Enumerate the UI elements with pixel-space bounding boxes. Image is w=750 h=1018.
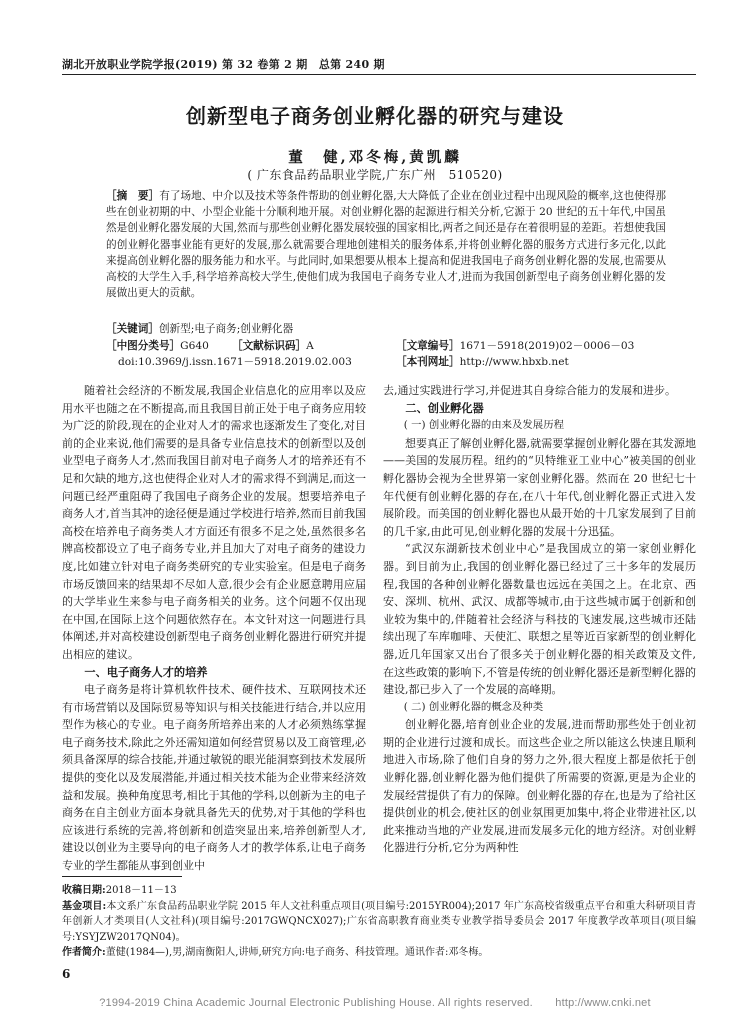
url-row xyxy=(396,354,569,369)
abstract-text: 有了场地、中介以及技术等条件帮助的创业孵化器,大大降低了企业在创业过程中出现风险的概率,这也使得那些在创业初期的中、小型企业能十分顺利地开展。对创业孵化器的起源进行相关分析,它源于 20 世纪的五十年代,中国虽然是创业孵化器发展的大国,然而与那些创业孵化器发展较强的国家相比,两者之间还是存在着很明显的差距。若想使我国的创业孵化器事业能有更好的发展,那么就需要合理地创建相关的服务体系,并将创业孵化器的服务方式进行多元化,以此来提高创业孵化器的服务能力和水平。与此同时,如果想要从根本上提高和促进我国电子商务创业孵化器的发展,也需要从高校的大学生入手,科学培养高校大学生,使他们成为我国电子商务专业人才,进而为我国创新型电子商务创业孵化器的发展做出更大的贡献。 xyxy=(106,190,667,300)
journal-url[interactable]: http://www.hbxb.net xyxy=(459,356,569,368)
clc-value: G640 xyxy=(180,340,209,352)
header-rule xyxy=(62,74,696,75)
footnotes xyxy=(62,883,696,961)
clc-label: ［中图分类号］ xyxy=(106,340,181,352)
doi: doi:10.3969/j.issn.1671－5918.2019.02.003 xyxy=(118,356,352,368)
paragraph: 电子商务是将计算机软件技术、硬件技术、互联网技术还有市场营销以及国际贸易等知识与相关技能进行结合,并以应用型作为核心的专业。电子商务所培养出来的人才必须熟练掌握电子商务技术,除此之外还需知道如何经营贸易以及工商管理,必须具备深厚的综合技能,并通过敏锐的眼光能洞察到技术发展所提供的变化以及发展潜能,并通过相关技术能为企业带来经济效益和发展。换种角度思考,相比于其他的学科,以创新为主的电子商务在自主创业方面本身就具备先天的优势,对于其他的学科也应该进行系统的完善,将创新和创造突显出来,培养创新型人才,建设以创业为主要导向的电子商务人才的教学体系,让电子商务专业的学生都能从事到创业中 xyxy=(62,683,366,873)
copyright-line: ?1994-2019 China Academic Journal Electronic Publishing House. All rights reserved. http://www.cnki.net xyxy=(99,997,651,1009)
author-bio xyxy=(62,945,696,961)
fund-label: 基金项目: xyxy=(62,900,107,912)
doc-code-label: ［文献标识码］ xyxy=(232,340,307,352)
abstract xyxy=(106,188,666,301)
received-value: 2018－11－13 xyxy=(105,885,177,896)
received-date xyxy=(62,883,696,899)
body-column-left xyxy=(62,382,366,875)
article-no-label: ［文章编号］ xyxy=(396,340,460,352)
author-value: 董健(1984—),男,湖南衡阳人,讲师,研究方向:电子商务、科技管理。通讯作者:邓冬梅。 xyxy=(105,947,489,958)
keywords-text: 创新型;电子商务;创业孵化器 xyxy=(158,323,294,335)
paragraph: 想要真正了解创业孵化器,就需要掌握创业孵化器在其发源地——美国的发展历程。纽约的“贝特维亚工业中心”被美国的创业孵化器协会视为全世界第一家创业孵化器。然而在 20 世纪七十年代便有创业孵化器的存在,在八十年代,创业孵化器正式进入发展阶段。而美国的创业孵化器也从最开始的十几家发展到了目前的几千家,由此可见,创业孵化器的发展十分迅猛。 xyxy=(383,436,696,538)
clc-row xyxy=(106,338,209,353)
author-label: 作者简介: xyxy=(62,947,106,958)
paragraph: 去,通过实践进行学习,并促进其自身综合能力的发展和进步。 xyxy=(383,384,676,397)
abstract-label: ［摘 要］ xyxy=(106,190,160,202)
fund-info xyxy=(62,899,696,946)
article-title: 创新型电子商务创业孵化器的研究与建设 xyxy=(186,104,564,128)
journal-header: 湖北开放职业学院学报(2019) 第 32 卷第 2 期 总第 240 期 xyxy=(62,58,385,71)
section-heading: 一、电子商务人才的培养 xyxy=(84,664,208,679)
article-no-value: 1671－5918(2019)02－0006－03 xyxy=(459,340,635,352)
body-column-right xyxy=(383,382,696,857)
subsection-heading: ( 二) 创业孵化器的概念及种类 xyxy=(403,700,544,713)
paragraph: “武汉东湖新技术创业中心”是我国成立的第一家创业孵化器。到目前为止,我国的创业孵化器已经过了三十多年的发展历程,我国的各种创业孵化器数量也远远在美国之上。在北京、西安、深圳、杭州、武汉、成都等城市,由于这些城市属于创新和创业较为集中的,伴随着社会经济与科技的飞速发展,这些城市还陆续出现了车库咖啡、天使汇、联想之星等近百家新型的创业孵化器,近几年国家又出台了很多关于创业孵化器的相关政策及文件,在这些政策的影响下,不管是传统的创业孵化器还是新型孵化器的建设,都已步入了一个发展的高峰期。 xyxy=(383,542,696,697)
keywords-label: ［关键词］ xyxy=(106,323,159,335)
paragraph: 创业孵化器,培育创业企业的发展,进而帮助那些处于创业初期的企业进行过渡和成长。而这些企业之所以能这么快速且顺利地进入市场,除了他们自身的努力之外,很大程度上都是依托于创业孵化器,创业孵化器为他们提供了所需要的资源,更是为企业的发展经营提供了有力的保障。创业孵化器的存在,也是为了给社区提供创业的机会,使社区的创业氛围更加集中,将企业带进社区,以此来推动当地的产业发展,进而发展多元化的地方经济。对创业孵化器进行分析,它分为两种性 xyxy=(383,718,696,855)
page-number: 6 xyxy=(62,967,71,981)
footnote-rule xyxy=(62,876,182,877)
article-affiliation: ( 广东食品药品职业学院,广东广州 510520) xyxy=(247,168,503,182)
article-no-row xyxy=(396,338,634,353)
received-label: 收稿日期: xyxy=(62,885,106,896)
subsection-heading: ( 一) 创业孵化器的由来及发展历程 xyxy=(403,419,564,432)
section-heading: 二、创业孵化器 xyxy=(405,400,484,415)
doc-code-row xyxy=(232,338,314,353)
url-label: ［本刊网址］ xyxy=(396,356,460,368)
paragraph: 随着社会经济的不断发展,我国企业信息化的应用率以及应用水平也随之在不断提高,而且我国目前正处于电子商务应用较为广泛的阶段,现在的企业对人才的需求也逐渐发生了变化,对目前的企业来说,他们需要的是具备专业信息技术的创新型以及创业型电子商务人才,然而我国目前对电子商务人才的培养还有不足和欠缺的地方,这也使得企业对人才的需求得不到满足,而这一问题已经严重阻碍了我国电子商务企业的发展。想要培养电子商务人才,首当其冲的途径便是通过学校进行培养,然而目前我国高校在培养电子商务类人才方面还有很多不足之处,虽然很多名牌高校都设立了电子商务专业,并且加大了对电子商务的建设力度,比如建立针对电子商务类研究的专业实验室。但是电子商务市场反馈回来的结果却不尽如人意,很少会有企业愿意聘用应届的大学毕业生来参与电子商务相关的业务。这个问题不仅出现在中国,在国际上这个问题依然存在。本文针对这一问题进行具体阐述,并对高校建设创新型电子商务创业孵化器进行研究并提出相应的建议。 xyxy=(62,384,366,661)
keywords xyxy=(106,321,666,336)
doc-code-value: A xyxy=(306,340,314,352)
article-authors: 董 健,邓冬梅,黄凯麟 xyxy=(288,149,462,166)
fund-value: 本文系广东食品药品职业学院 2015 年人文社科重点项目(项目编号:2015YR004);2017 年广东高校省级重点平台和重大科研项目青年创新人才类项目(人文社科)(项目编号:2017GWQNCX027);广东省高职教育商业类专业教学指导委员会 2017 年度教学改革项目(项目编号:YSYJZW2017QN04)。 xyxy=(62,900,696,943)
